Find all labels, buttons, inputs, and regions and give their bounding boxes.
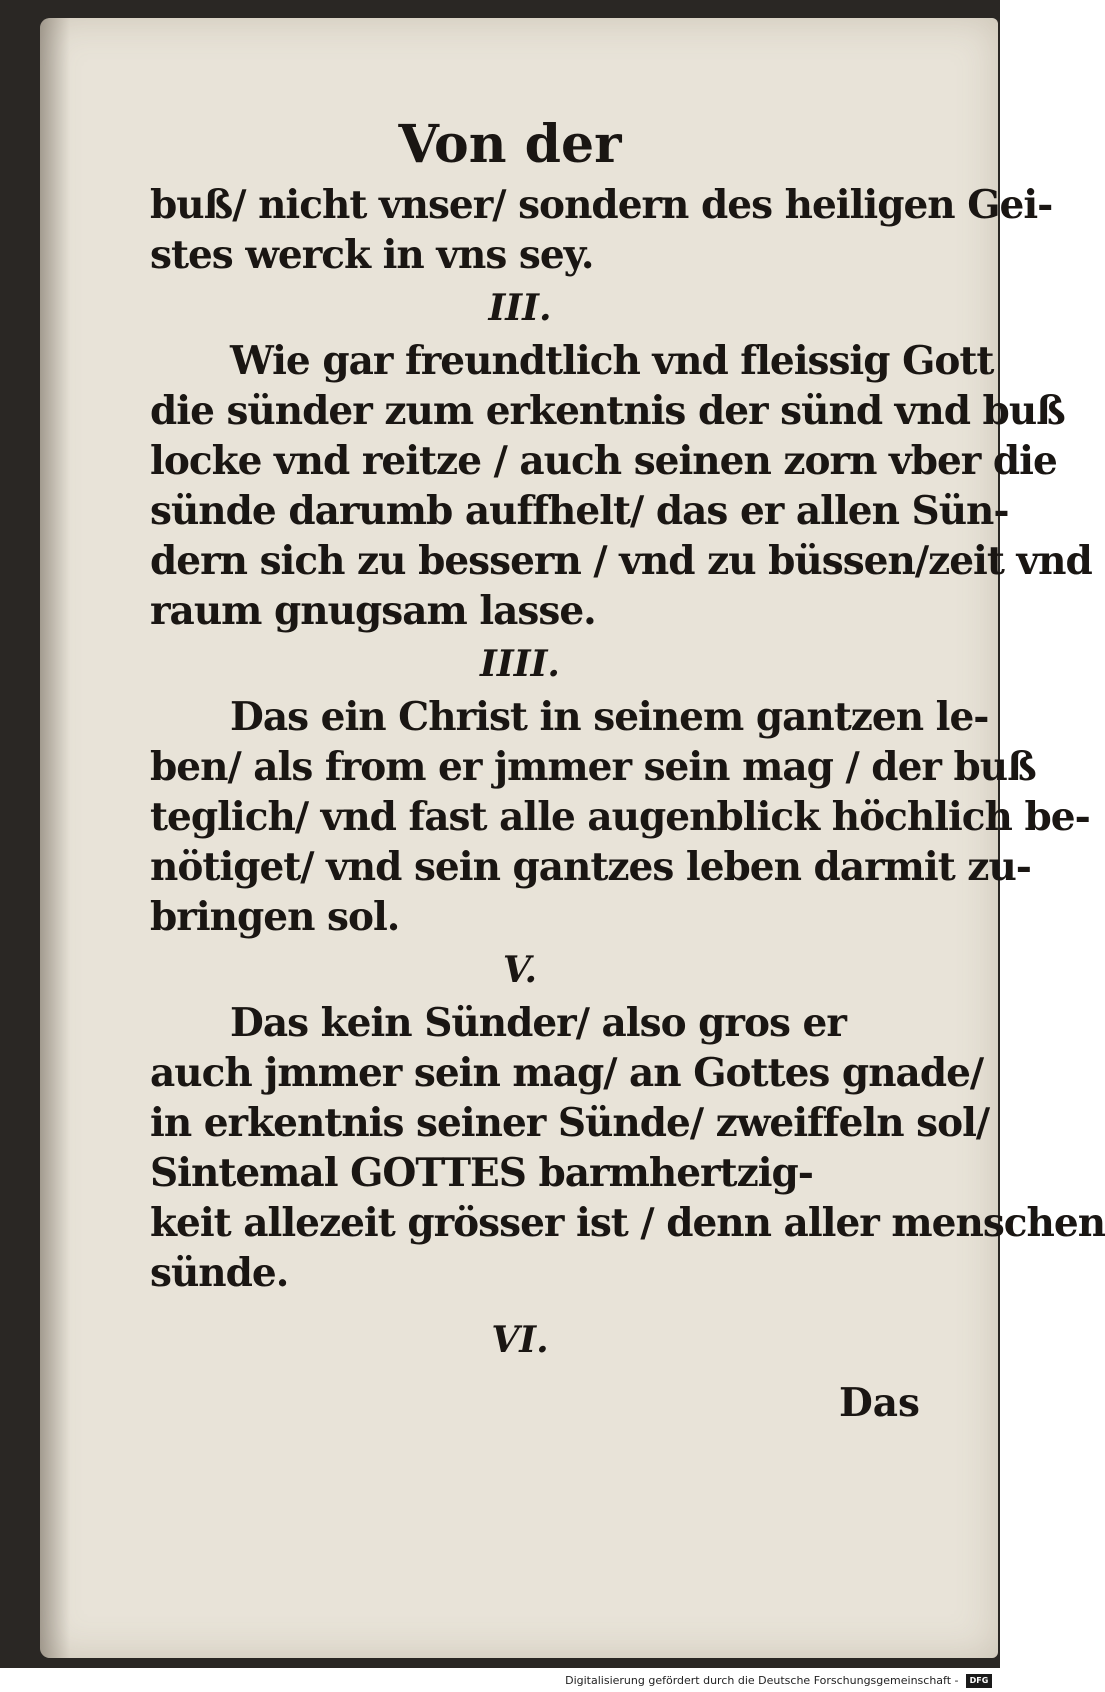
section-numeral: VI.: [491, 1319, 549, 1361]
text-line: bringen sol.: [150, 894, 400, 940]
text-line: Wie gar freundtlich vnd fleissig Gott: [230, 338, 994, 384]
text-line: buß/ nicht vnser/ sondern des heiligen Gei-: [150, 182, 1053, 228]
text-line: locke vnd reitze / auch seinen zorn vber die: [150, 438, 1057, 484]
footer-credit: Digitalisierung gefördert durch die Deutsche Forschungsgemeinschaft -: [565, 1674, 959, 1687]
text-line: keit allezeit grösser ist / denn aller menschen: [150, 1200, 1105, 1246]
text-line: auch jmmer sein mag/ an Gottes gnade/: [150, 1050, 984, 1096]
catchword: Das: [838, 1380, 920, 1426]
page-text: [150, 110, 1105, 1428]
section-numeral: IIII.: [480, 643, 560, 685]
text-line: sünde darumb auffhelt/ das er allen Sün-: [150, 488, 1009, 534]
paragraph-continuation: [150, 180, 1053, 280]
running-head: Von der: [398, 114, 622, 175]
section-numeral: V.: [502, 949, 538, 991]
text-line: Das ein Christ in seinem gantzen le-: [230, 694, 989, 740]
paragraph-v: [150, 998, 1105, 1298]
spine-shadow: [40, 18, 70, 1658]
text-line: Sintemal GOTTES barmhertzig-: [150, 1150, 813, 1196]
text-line: teglich/ vnd fast alle augenblick höchlich be-: [150, 794, 1090, 840]
text-line: stes werck in vns sey.: [150, 232, 594, 278]
digitization-footer: [0, 1670, 1000, 1692]
text-line: sünde.: [150, 1250, 289, 1296]
text-line: nötiget/ vnd sein gantzes leben darmit zu-: [150, 844, 1031, 890]
text-line: in erkentnis seiner Sünde/ zweiffeln sol/: [150, 1100, 990, 1146]
dfg-logo-icon: DFG: [966, 1674, 992, 1688]
text-line: raum gnugsam lasse.: [150, 588, 596, 634]
text-line: ben/ als from er jmmer sein mag / der buß: [150, 744, 1036, 790]
section-numeral: III.: [488, 287, 552, 329]
text-line: dern sich zu bessern / vnd zu büssen/zeit vnd: [150, 538, 1092, 584]
text-line: Das kein Sünder/ also gros er: [230, 1000, 846, 1046]
paragraph-iii: [150, 336, 1092, 636]
text-line: die sünder zum erkentnis der sünd vnd buß: [150, 388, 1065, 434]
paragraph-iiii: [150, 692, 1090, 942]
